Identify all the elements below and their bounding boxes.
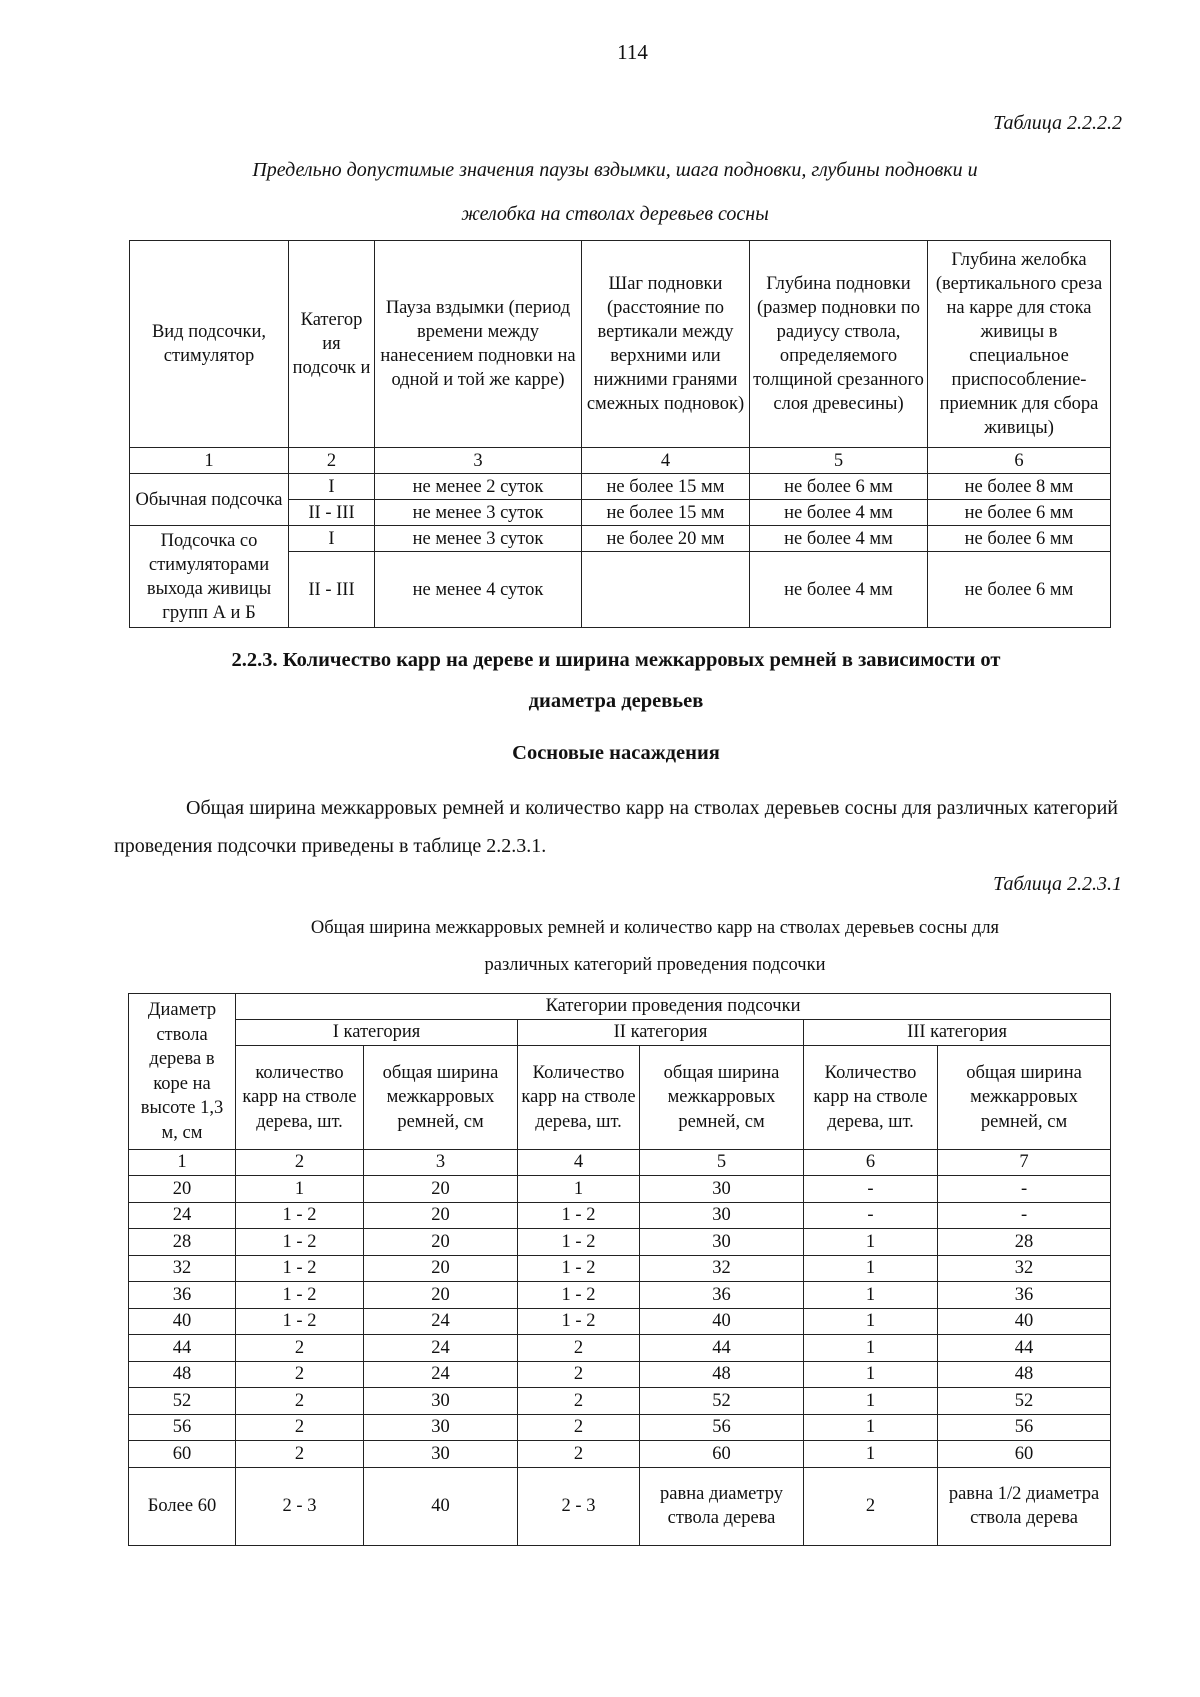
group-name: Обычная подсочка: [130, 474, 289, 526]
table-cell: 56: [938, 1414, 1111, 1441]
table-cell: 56: [640, 1414, 804, 1441]
header-cell: Шаг подновки (расстояние по вертикали между верхними или нижними гранями смежных подновок): [582, 241, 750, 448]
table-cell: 40: [640, 1308, 804, 1335]
table-cell: не более 6 мм: [928, 552, 1111, 628]
table-cell: 1: [804, 1388, 938, 1415]
header-diameter: Диаметр ствола дерева в коре на высоте 1,3 м, см: [129, 994, 236, 1150]
table-cell: 24: [364, 1335, 518, 1362]
table-cell: 36: [640, 1282, 804, 1309]
header-categories: Категории проведения подсочки: [236, 994, 1111, 1020]
table-cell: 1 - 2: [518, 1255, 640, 1282]
col-number: 6: [928, 448, 1111, 474]
table-cell: 24: [129, 1202, 236, 1229]
table-cell: 28: [129, 1229, 236, 1256]
table-cell: 28: [938, 1229, 1111, 1256]
header-cell: Глубина желобка (вертикального среза на карре для стока живицы в специальное приспособление-приемник для сбора живицы): [928, 241, 1111, 448]
header-category-1: I категория: [236, 1020, 518, 1046]
table-cell: 1: [804, 1282, 938, 1309]
table-cell: равна диаметру ствола дерева: [640, 1467, 804, 1545]
header-cell: Категор ия подсочк и: [289, 241, 375, 448]
table-cell: 2: [518, 1361, 640, 1388]
table-cell: 1: [804, 1308, 938, 1335]
col-number: 2: [236, 1150, 364, 1176]
table-cell: 2: [518, 1414, 640, 1441]
header-cell: Пауза вздымки (период времени между нанесением подновки на одной и той же карре): [375, 241, 582, 448]
table-cell: 60: [938, 1441, 1111, 1468]
section-subheading: Сосновые насаждения: [512, 742, 720, 764]
table-cell: 2: [236, 1335, 364, 1362]
table-cell: 1: [804, 1414, 938, 1441]
table-cell: 2 - 3: [236, 1467, 364, 1545]
table-cell: [582, 552, 750, 628]
table-cell: 2: [236, 1388, 364, 1415]
table-header-row: [129, 994, 1111, 1020]
section-heading-line1: 2.2.3. Количество карр на дереве и ширина межкарровых ремней в зависимости от: [231, 649, 1001, 671]
col-number: 2: [289, 448, 375, 474]
table-cell: 52: [129, 1388, 236, 1415]
table-cell: не более 6 мм: [750, 474, 928, 500]
table-cell: 44: [129, 1335, 236, 1362]
table-row: [130, 526, 1111, 552]
table-row: [129, 1282, 1111, 1309]
table-row: [129, 1229, 1111, 1256]
table-cell: -: [938, 1202, 1111, 1229]
table-row: [129, 1255, 1111, 1282]
table-caption-line1: Общая ширина межкарровых ремней и количество карр на стволах деревьев сосны для: [310, 918, 1000, 938]
table-cell: -: [804, 1176, 938, 1203]
table-cell: 20: [364, 1202, 518, 1229]
table-cell: 1 - 2: [518, 1308, 640, 1335]
group-name: Подсочка со стимуляторами выхода живицы групп А и Б: [130, 526, 289, 628]
table-cell: не менее 3 суток: [375, 500, 582, 526]
table-row: [129, 1467, 1111, 1545]
table-cell: 1: [804, 1255, 938, 1282]
header-cell: общая ширина межкарровых ремней, см: [938, 1046, 1111, 1150]
table-cell: 30: [640, 1229, 804, 1256]
table-cell: 1 - 2: [518, 1229, 640, 1256]
table-cell: 1 - 2: [518, 1282, 640, 1309]
table-caption-line2: различных категорий проведения подсочки: [484, 955, 826, 975]
table-cell: 1 - 2: [518, 1202, 640, 1229]
table-cell: 52: [640, 1388, 804, 1415]
table-cell: не менее 3 суток: [375, 526, 582, 552]
table-cell: -: [804, 1202, 938, 1229]
table-cell: 32: [129, 1255, 236, 1282]
table-cell: I: [289, 474, 375, 500]
col-number: 3: [364, 1150, 518, 1176]
table-row: [129, 1335, 1111, 1362]
table-cell: не более 15 мм: [582, 500, 750, 526]
table-cell: 20: [364, 1282, 518, 1309]
table-row: [129, 1414, 1111, 1441]
table-cell: не более 15 мм: [582, 474, 750, 500]
table-cell: 40: [129, 1308, 236, 1335]
table-cell: 30: [640, 1176, 804, 1203]
table-header-row: [129, 1020, 1111, 1046]
table-cell: 1 - 2: [236, 1229, 364, 1256]
header-category-2: II категория: [518, 1020, 804, 1046]
table-cell: Более 60: [129, 1467, 236, 1545]
table-cell: 2: [518, 1335, 640, 1362]
table-cell: 44: [938, 1335, 1111, 1362]
col-number: 5: [640, 1150, 804, 1176]
col-number: 1: [129, 1150, 236, 1176]
table-cell: не менее 4 суток: [375, 552, 582, 628]
table-cell: 1 - 2: [236, 1255, 364, 1282]
table-cell: 24: [364, 1361, 518, 1388]
table-cell: 20: [364, 1229, 518, 1256]
col-number: 4: [582, 448, 750, 474]
table-cell: 20: [129, 1176, 236, 1203]
header-cell: количество карр на стволе дерева, шт.: [236, 1046, 364, 1150]
table-cell: 40: [364, 1467, 518, 1545]
header-cell: Количество карр на стволе дерева, шт.: [518, 1046, 640, 1150]
table-caption-line2: желобка на стволах деревьев сосны: [461, 203, 769, 225]
table-cell: 48: [938, 1361, 1111, 1388]
table-cell: 2: [236, 1414, 364, 1441]
table-cell: 1: [518, 1176, 640, 1203]
table-row: [129, 1441, 1111, 1468]
table-cell: 1 - 2: [236, 1282, 364, 1309]
table-cell: 60: [640, 1441, 804, 1468]
table-row: [130, 474, 1111, 500]
col-number: 7: [938, 1150, 1111, 1176]
table-cell: не более 4 мм: [750, 552, 928, 628]
table-cell: не более 4 мм: [750, 500, 928, 526]
table-cell: 1: [804, 1441, 938, 1468]
page-number: 114: [617, 40, 648, 64]
table-cell: 2: [236, 1361, 364, 1388]
table-cell: 56: [129, 1414, 236, 1441]
table-cell: 1: [804, 1229, 938, 1256]
table-caption-line1: Предельно допустимые значения паузы вздымки, шага подновки, глубины подновки и: [252, 159, 978, 181]
table-cell: 1: [804, 1335, 938, 1362]
table-number: Таблица 2.2.3.1: [993, 873, 1122, 895]
table-cell: 36: [938, 1282, 1111, 1309]
table-cell: 44: [640, 1335, 804, 1362]
table-cell: 2: [518, 1441, 640, 1468]
table-row: [129, 1308, 1111, 1335]
table-cell: не менее 2 суток: [375, 474, 582, 500]
table-cell: 32: [938, 1255, 1111, 1282]
col-number: 6: [804, 1150, 938, 1176]
table-cell: 2: [236, 1441, 364, 1468]
header-cell: Количество карр на стволе дерева, шт.: [804, 1046, 938, 1150]
table-row: [129, 1202, 1111, 1229]
table-cell: 1: [804, 1361, 938, 1388]
table-cell: 32: [640, 1255, 804, 1282]
table-cell: 1 - 2: [236, 1308, 364, 1335]
table-cell: 48: [129, 1361, 236, 1388]
table-cell: не более 4 мм: [750, 526, 928, 552]
header-cell: Глубина подновки (размер подновки по радиусу ствола, определяемого толщиной срезанного слоя древесины): [750, 241, 928, 448]
table-cell: не более 6 мм: [928, 526, 1111, 552]
column-number-row: [129, 1150, 1111, 1176]
table-cell: 30: [640, 1202, 804, 1229]
table-cell: равна 1/2 диаметра ствола дерева: [938, 1467, 1111, 1545]
header-cell: общая ширина межкарровых ремней, см: [640, 1046, 804, 1150]
table-cell: 30: [364, 1388, 518, 1415]
col-number: 5: [750, 448, 928, 474]
table-cell: 24: [364, 1308, 518, 1335]
table-number: Таблица 2.2.2.2: [993, 112, 1122, 134]
table-cell: 48: [640, 1361, 804, 1388]
table-cell: I: [289, 526, 375, 552]
table-cell: 20: [364, 1255, 518, 1282]
table-cell: II - III: [289, 552, 375, 628]
table-cell: 30: [364, 1414, 518, 1441]
table-cell: 52: [938, 1388, 1111, 1415]
section-heading-line2: диаметра деревьев: [528, 690, 704, 712]
col-number: 3: [375, 448, 582, 474]
table-cell: 2 - 3: [518, 1467, 640, 1545]
table-cell: 2: [518, 1388, 640, 1415]
table-cell: 36: [129, 1282, 236, 1309]
column-number-row: [130, 448, 1111, 474]
col-number: 1: [130, 448, 289, 474]
table-cell: не более 8 мм: [928, 474, 1111, 500]
table-cell: -: [938, 1176, 1111, 1203]
table-header-row: [129, 1046, 1111, 1150]
table-cell: 60: [129, 1441, 236, 1468]
table-cell: 20: [364, 1176, 518, 1203]
table-row: [129, 1361, 1111, 1388]
table-cell: 30: [364, 1441, 518, 1468]
table-header-row: [130, 241, 1111, 448]
header-category-3: III категория: [804, 1020, 1111, 1046]
table-cell: 40: [938, 1308, 1111, 1335]
table-cell: не более 20 мм: [582, 526, 750, 552]
table-row: [129, 1388, 1111, 1415]
table-cell: не более 6 мм: [928, 500, 1111, 526]
carr-count-table: [128, 993, 1111, 1546]
table-cell: 1 - 2: [236, 1202, 364, 1229]
table-cell: 2: [804, 1467, 938, 1545]
table-row: [129, 1176, 1111, 1203]
col-number: 4: [518, 1150, 640, 1176]
header-cell: Вид подсочки, стимулятор: [130, 241, 289, 448]
rates-table: [129, 240, 1111, 628]
section-paragraph: Общая ширина межкарровых ремней и количество карр на стволах деревьев сосны для различных категорий проведения подсочки приведены в таблице 2.2.3.1.: [114, 797, 1118, 857]
table-cell: 1: [236, 1176, 364, 1203]
header-cell: общая ширина межкарровых ремней, см: [364, 1046, 518, 1150]
table-cell: II - III: [289, 500, 375, 526]
